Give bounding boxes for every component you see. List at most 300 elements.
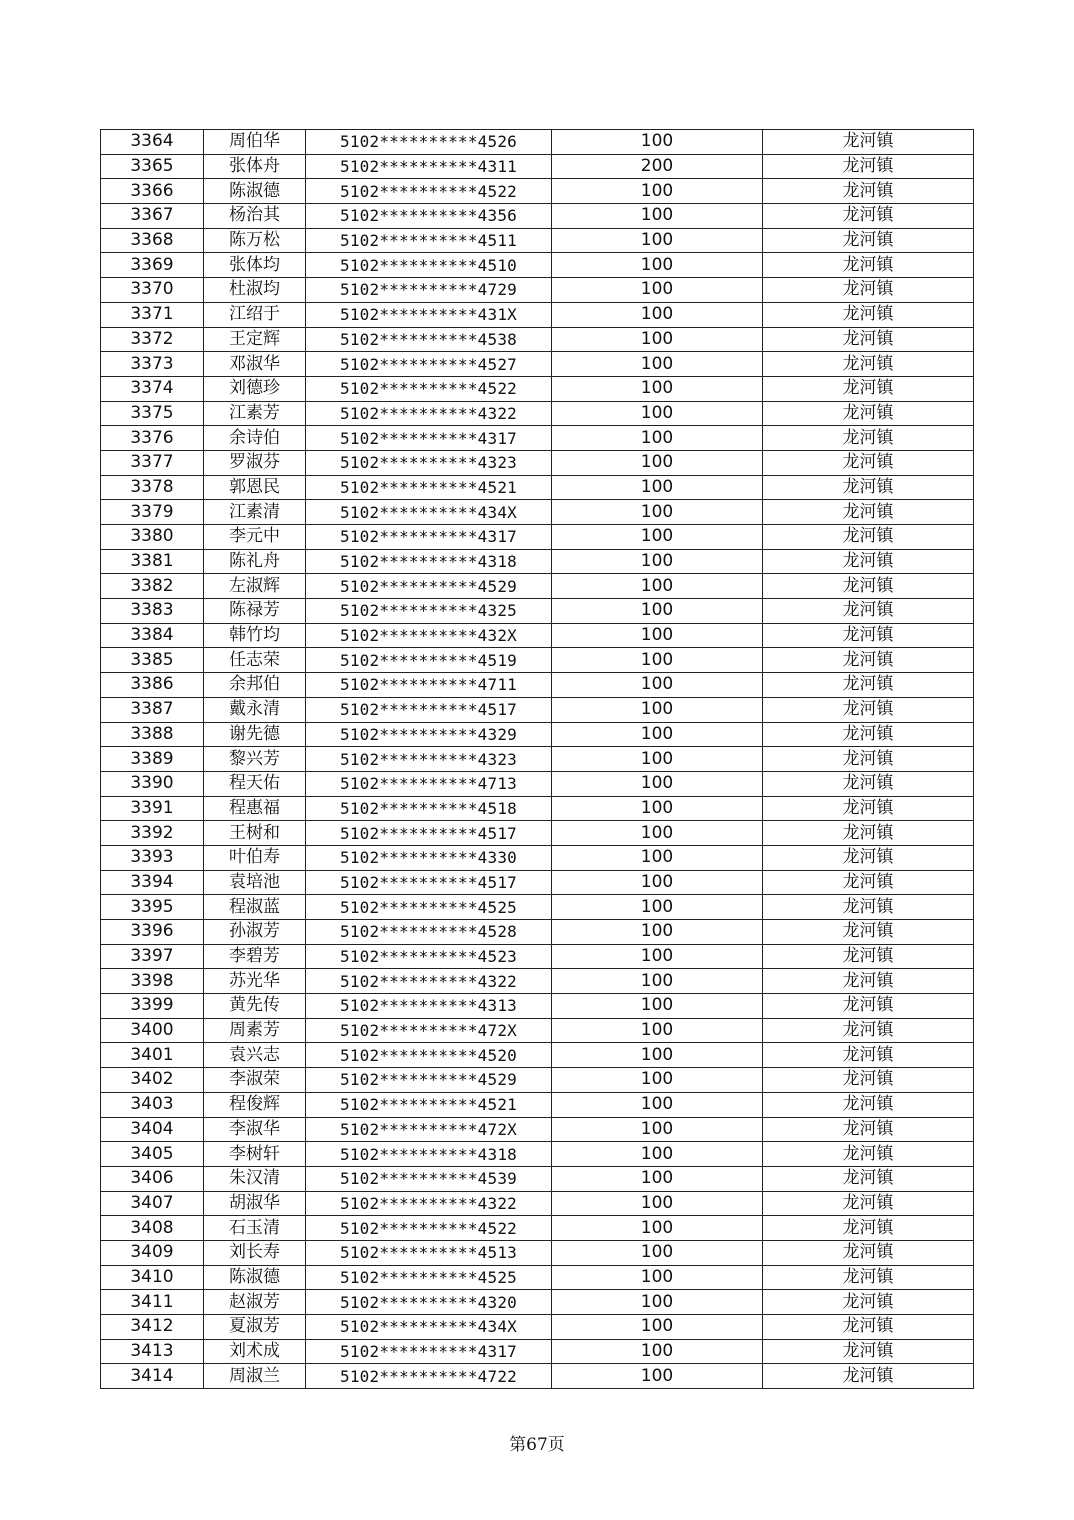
id-number-cell: 5102**********4317 [306,426,552,451]
town-cell: 龙河镇 [763,845,974,870]
id-number-cell: 5102**********431X [306,302,552,327]
table-row [101,500,974,525]
serial-number-cell: 3403 [101,1092,204,1117]
name-cell: 戴永清 [204,697,306,722]
table-row [101,327,974,352]
table-row [101,969,974,994]
table-row [101,673,974,698]
name-cell: 夏淑芳 [204,1315,306,1340]
name-cell: 叶伯寿 [204,845,306,870]
serial-number-cell: 3379 [101,500,204,525]
name-cell: 邓淑华 [204,352,306,377]
id-number-cell: 5102**********4529 [306,1068,552,1093]
id-number-cell: 5102**********4525 [306,1265,552,1290]
town-cell: 龙河镇 [763,969,974,994]
table-row [101,154,974,179]
amount-cell: 100 [552,697,763,722]
amount-cell: 100 [552,1068,763,1093]
table-row [101,722,974,747]
serial-number-cell: 3400 [101,1018,204,1043]
table-row [101,845,974,870]
name-cell: 程天佑 [204,771,306,796]
town-cell: 龙河镇 [763,278,974,303]
id-number-cell: 5102**********4711 [306,673,552,698]
serial-number-cell: 3387 [101,697,204,722]
town-cell: 龙河镇 [763,204,974,229]
town-cell: 龙河镇 [763,796,974,821]
serial-number-cell: 3395 [101,895,204,920]
name-cell: 苏光华 [204,969,306,994]
id-number-cell: 5102**********4523 [306,944,552,969]
amount-cell: 100 [552,574,763,599]
table-row [101,401,974,426]
town-cell: 龙河镇 [763,994,974,1019]
records-table [100,129,974,1389]
serial-number-cell: 3402 [101,1068,204,1093]
amount-cell: 100 [552,796,763,821]
amount-cell: 100 [552,549,763,574]
table-row [101,648,974,673]
name-cell: 陈礼舟 [204,549,306,574]
amount-cell: 100 [552,1240,763,1265]
town-cell: 龙河镇 [763,697,974,722]
id-number-cell: 5102**********4323 [306,747,552,772]
serial-number-cell: 3384 [101,623,204,648]
amount-cell: 100 [552,920,763,945]
serial-number-cell: 3407 [101,1191,204,1216]
amount-cell: 100 [552,944,763,969]
name-cell: 刘长寿 [204,1240,306,1265]
table-row [101,278,974,303]
serial-number-cell: 3368 [101,228,204,253]
town-cell: 龙河镇 [763,401,974,426]
town-cell: 龙河镇 [763,228,974,253]
id-number-cell: 5102**********4519 [306,648,552,673]
table-row [101,1018,974,1043]
town-cell: 龙河镇 [763,327,974,352]
serial-number-cell: 3367 [101,204,204,229]
amount-cell: 100 [552,204,763,229]
serial-number-cell: 3375 [101,401,204,426]
name-cell: 程惠福 [204,796,306,821]
id-number-cell: 5102**********434X [306,500,552,525]
amount-cell: 100 [552,1315,763,1340]
amount-cell: 100 [552,1092,763,1117]
town-cell: 龙河镇 [763,426,974,451]
id-number-cell: 5102**********4522 [306,179,552,204]
id-number-cell: 5102**********4517 [306,821,552,846]
id-number-cell: 5102**********472X [306,1117,552,1142]
name-cell: 周素芳 [204,1018,306,1043]
name-cell: 陈万松 [204,228,306,253]
table-row [101,1290,974,1315]
serial-number-cell: 3376 [101,426,204,451]
table-row [101,525,974,550]
serial-number-cell: 3406 [101,1166,204,1191]
town-cell: 龙河镇 [763,1216,974,1241]
table-row [101,1043,974,1068]
amount-cell: 100 [552,475,763,500]
id-number-cell: 5102**********4317 [306,525,552,550]
serial-number-cell: 3393 [101,845,204,870]
table-row [101,1240,974,1265]
name-cell: 张体均 [204,253,306,278]
serial-number-cell: 3410 [101,1265,204,1290]
id-number-cell: 5102**********4322 [306,401,552,426]
table-row [101,450,974,475]
town-cell: 龙河镇 [763,500,974,525]
serial-number-cell: 3380 [101,525,204,550]
id-number-cell: 5102**********4318 [306,549,552,574]
table-row [101,1315,974,1340]
name-cell: 赵淑芳 [204,1290,306,1315]
table-row [101,1364,974,1389]
name-cell: 黎兴芳 [204,747,306,772]
table-row [101,352,974,377]
id-number-cell: 5102**********4320 [306,1290,552,1315]
name-cell: 左淑辉 [204,574,306,599]
id-number-cell: 5102**********4522 [306,1216,552,1241]
name-cell: 余诗伯 [204,426,306,451]
name-cell: 程淑蓝 [204,895,306,920]
amount-cell: 100 [552,969,763,994]
amount-cell: 100 [552,895,763,920]
amount-cell: 100 [552,376,763,401]
town-cell: 龙河镇 [763,574,974,599]
id-number-cell: 5102**********4313 [306,994,552,1019]
town-cell: 龙河镇 [763,623,974,648]
table-row [101,179,974,204]
serial-number-cell: 3411 [101,1290,204,1315]
amount-cell: 100 [552,1191,763,1216]
serial-number-cell: 3389 [101,747,204,772]
name-cell: 陈淑德 [204,1265,306,1290]
id-number-cell: 5102**********4510 [306,253,552,278]
amount-cell: 100 [552,870,763,895]
town-cell: 龙河镇 [763,450,974,475]
id-number-cell: 5102**********4526 [306,130,552,155]
town-cell: 龙河镇 [763,722,974,747]
serial-number-cell: 3383 [101,599,204,624]
amount-cell: 100 [552,1290,763,1315]
id-number-cell: 5102**********4517 [306,697,552,722]
id-number-cell: 5102**********4521 [306,1092,552,1117]
town-cell: 龙河镇 [763,599,974,624]
name-cell: 石玉清 [204,1216,306,1241]
name-cell: 朱汉清 [204,1166,306,1191]
town-cell: 龙河镇 [763,1364,974,1389]
serial-number-cell: 3385 [101,648,204,673]
name-cell: 王定辉 [204,327,306,352]
name-cell: 袁培池 [204,870,306,895]
serial-number-cell: 3381 [101,549,204,574]
town-cell: 龙河镇 [763,1117,974,1142]
name-cell: 谢先德 [204,722,306,747]
table-row [101,253,974,278]
serial-number-cell: 3369 [101,253,204,278]
amount-cell: 100 [552,179,763,204]
table-row [101,599,974,624]
table-row [101,796,974,821]
table-row [101,944,974,969]
town-cell: 龙河镇 [763,1092,974,1117]
town-cell: 龙河镇 [763,673,974,698]
town-cell: 龙河镇 [763,475,974,500]
amount-cell: 100 [552,648,763,673]
id-number-cell: 5102**********4722 [306,1364,552,1389]
amount-cell: 100 [552,1142,763,1167]
name-cell: 李碧芳 [204,944,306,969]
table-row [101,426,974,451]
amount-cell: 100 [552,1339,763,1364]
serial-number-cell: 3382 [101,574,204,599]
table-row [101,994,974,1019]
town-cell: 龙河镇 [763,821,974,846]
id-number-cell: 5102**********4330 [306,845,552,870]
table-row [101,1117,974,1142]
name-cell: 张体舟 [204,154,306,179]
town-cell: 龙河镇 [763,648,974,673]
amount-cell: 100 [552,599,763,624]
amount-cell: 100 [552,352,763,377]
name-cell: 李元中 [204,525,306,550]
town-cell: 龙河镇 [763,1043,974,1068]
id-number-cell: 5102**********4518 [306,796,552,821]
name-cell: 王树和 [204,821,306,846]
name-cell: 郭恩民 [204,475,306,500]
serial-number-cell: 3377 [101,450,204,475]
town-cell: 龙河镇 [763,1166,974,1191]
serial-number-cell: 3370 [101,278,204,303]
amount-cell: 100 [552,722,763,747]
amount-cell: 100 [552,845,763,870]
serial-number-cell: 3372 [101,327,204,352]
town-cell: 龙河镇 [763,1142,974,1167]
amount-cell: 100 [552,327,763,352]
serial-number-cell: 3391 [101,796,204,821]
serial-number-cell: 3388 [101,722,204,747]
amount-cell: 100 [552,253,763,278]
name-cell: 陈禄芳 [204,599,306,624]
town-cell: 龙河镇 [763,302,974,327]
town-cell: 龙河镇 [763,1265,974,1290]
name-cell: 黄先传 [204,994,306,1019]
amount-cell: 100 [552,278,763,303]
town-cell: 龙河镇 [763,525,974,550]
table-row [101,1092,974,1117]
table-row [101,204,974,229]
amount-cell: 100 [552,1166,763,1191]
table-row [101,1142,974,1167]
serial-number-cell: 3386 [101,673,204,698]
town-cell: 龙河镇 [763,771,974,796]
id-number-cell: 5102**********4527 [306,352,552,377]
town-cell: 龙河镇 [763,920,974,945]
id-number-cell: 5102**********4522 [306,376,552,401]
name-cell: 陈淑德 [204,179,306,204]
amount-cell: 100 [552,500,763,525]
id-number-cell: 5102**********4521 [306,475,552,500]
serial-number-cell: 3398 [101,969,204,994]
table-row [101,920,974,945]
name-cell: 李树轩 [204,1142,306,1167]
id-number-cell: 5102**********4322 [306,969,552,994]
amount-cell: 100 [552,747,763,772]
id-number-cell: 5102**********472X [306,1018,552,1043]
town-cell: 龙河镇 [763,1191,974,1216]
amount-cell: 100 [552,1117,763,1142]
name-cell: 江素清 [204,500,306,525]
name-cell: 李淑华 [204,1117,306,1142]
serial-number-cell: 3408 [101,1216,204,1241]
id-number-cell: 5102**********4317 [306,1339,552,1364]
table-row [101,302,974,327]
name-cell: 周淑兰 [204,1364,306,1389]
amount-cell: 200 [552,154,763,179]
table-row [101,771,974,796]
serial-number-cell: 3364 [101,130,204,155]
town-cell: 龙河镇 [763,895,974,920]
town-cell: 龙河镇 [763,1018,974,1043]
serial-number-cell: 3373 [101,352,204,377]
table-row [101,697,974,722]
table-row [101,747,974,772]
name-cell: 周伯华 [204,130,306,155]
name-cell: 江绍于 [204,302,306,327]
serial-number-cell: 3371 [101,302,204,327]
serial-number-cell: 3390 [101,771,204,796]
page-number: 第67页 [509,1435,565,1455]
amount-cell: 100 [552,1018,763,1043]
id-number-cell: 5102**********432X [306,623,552,648]
id-number-cell: 5102**********4311 [306,154,552,179]
name-cell: 程俊辉 [204,1092,306,1117]
amount-cell: 100 [552,1216,763,1241]
table-row [101,549,974,574]
name-cell: 袁兴志 [204,1043,306,1068]
amount-cell: 100 [552,450,763,475]
id-number-cell: 5102**********434X [306,1315,552,1340]
table-row [101,821,974,846]
table-row [101,1166,974,1191]
amount-cell: 100 [552,771,763,796]
amount-cell: 100 [552,302,763,327]
table-row [101,1339,974,1364]
serial-number-cell: 3394 [101,870,204,895]
id-number-cell: 5102**********4511 [306,228,552,253]
amount-cell: 100 [552,673,763,698]
table-row [101,623,974,648]
name-cell: 杜淑均 [204,278,306,303]
table-row [101,574,974,599]
serial-number-cell: 3409 [101,1240,204,1265]
serial-number-cell: 3365 [101,154,204,179]
town-cell: 龙河镇 [763,549,974,574]
amount-cell: 100 [552,994,763,1019]
amount-cell: 100 [552,228,763,253]
name-cell: 孙淑芳 [204,920,306,945]
table-row [101,475,974,500]
id-number-cell: 5102**********4318 [306,1142,552,1167]
amount-cell: 100 [552,401,763,426]
amount-cell: 100 [552,130,763,155]
name-cell: 罗淑芬 [204,450,306,475]
serial-number-cell: 3404 [101,1117,204,1142]
serial-number-cell: 3405 [101,1142,204,1167]
serial-number-cell: 3366 [101,179,204,204]
amount-cell: 100 [552,1364,763,1389]
town-cell: 龙河镇 [763,1240,974,1265]
name-cell: 刘术成 [204,1339,306,1364]
amount-cell: 100 [552,1265,763,1290]
table-row [101,1265,974,1290]
id-number-cell: 5102**********4713 [306,771,552,796]
town-cell: 龙河镇 [763,1068,974,1093]
id-number-cell: 5102**********4356 [306,204,552,229]
serial-number-cell: 3412 [101,1315,204,1340]
town-cell: 龙河镇 [763,154,974,179]
id-number-cell: 5102**********4520 [306,1043,552,1068]
town-cell: 龙河镇 [763,130,974,155]
id-number-cell: 5102**********4325 [306,599,552,624]
id-number-cell: 5102**********4538 [306,327,552,352]
town-cell: 龙河镇 [763,944,974,969]
id-number-cell: 5102**********4729 [306,278,552,303]
town-cell: 龙河镇 [763,870,974,895]
table-row [101,228,974,253]
name-cell: 杨治其 [204,204,306,229]
id-number-cell: 5102**********4525 [306,895,552,920]
table-row [101,870,974,895]
id-number-cell: 5102**********4517 [306,870,552,895]
town-cell: 龙河镇 [763,179,974,204]
table-row [101,1068,974,1093]
serial-number-cell: 3397 [101,944,204,969]
serial-number-cell: 3399 [101,994,204,1019]
amount-cell: 100 [552,623,763,648]
serial-number-cell: 3374 [101,376,204,401]
id-number-cell: 5102**********4329 [306,722,552,747]
table-row [101,1216,974,1241]
id-number-cell: 5102**********4528 [306,920,552,945]
amount-cell: 100 [552,1043,763,1068]
name-cell: 余邦伯 [204,673,306,698]
town-cell: 龙河镇 [763,352,974,377]
table-row [101,895,974,920]
amount-cell: 100 [552,426,763,451]
serial-number-cell: 3413 [101,1339,204,1364]
name-cell: 韩竹均 [204,623,306,648]
serial-number-cell: 3401 [101,1043,204,1068]
name-cell: 刘德珍 [204,376,306,401]
amount-cell: 100 [552,525,763,550]
town-cell: 龙河镇 [763,1339,974,1364]
town-cell: 龙河镇 [763,1290,974,1315]
id-number-cell: 5102**********4513 [306,1240,552,1265]
table-row [101,130,974,155]
town-cell: 龙河镇 [763,376,974,401]
id-number-cell: 5102**********4529 [306,574,552,599]
name-cell: 任志荣 [204,648,306,673]
id-number-cell: 5102**********4323 [306,450,552,475]
table-row [101,1191,974,1216]
town-cell: 龙河镇 [763,1315,974,1340]
amount-cell: 100 [552,821,763,846]
name-cell: 江素芳 [204,401,306,426]
name-cell: 李淑荣 [204,1068,306,1093]
id-number-cell: 5102**********4322 [306,1191,552,1216]
serial-number-cell: 3378 [101,475,204,500]
